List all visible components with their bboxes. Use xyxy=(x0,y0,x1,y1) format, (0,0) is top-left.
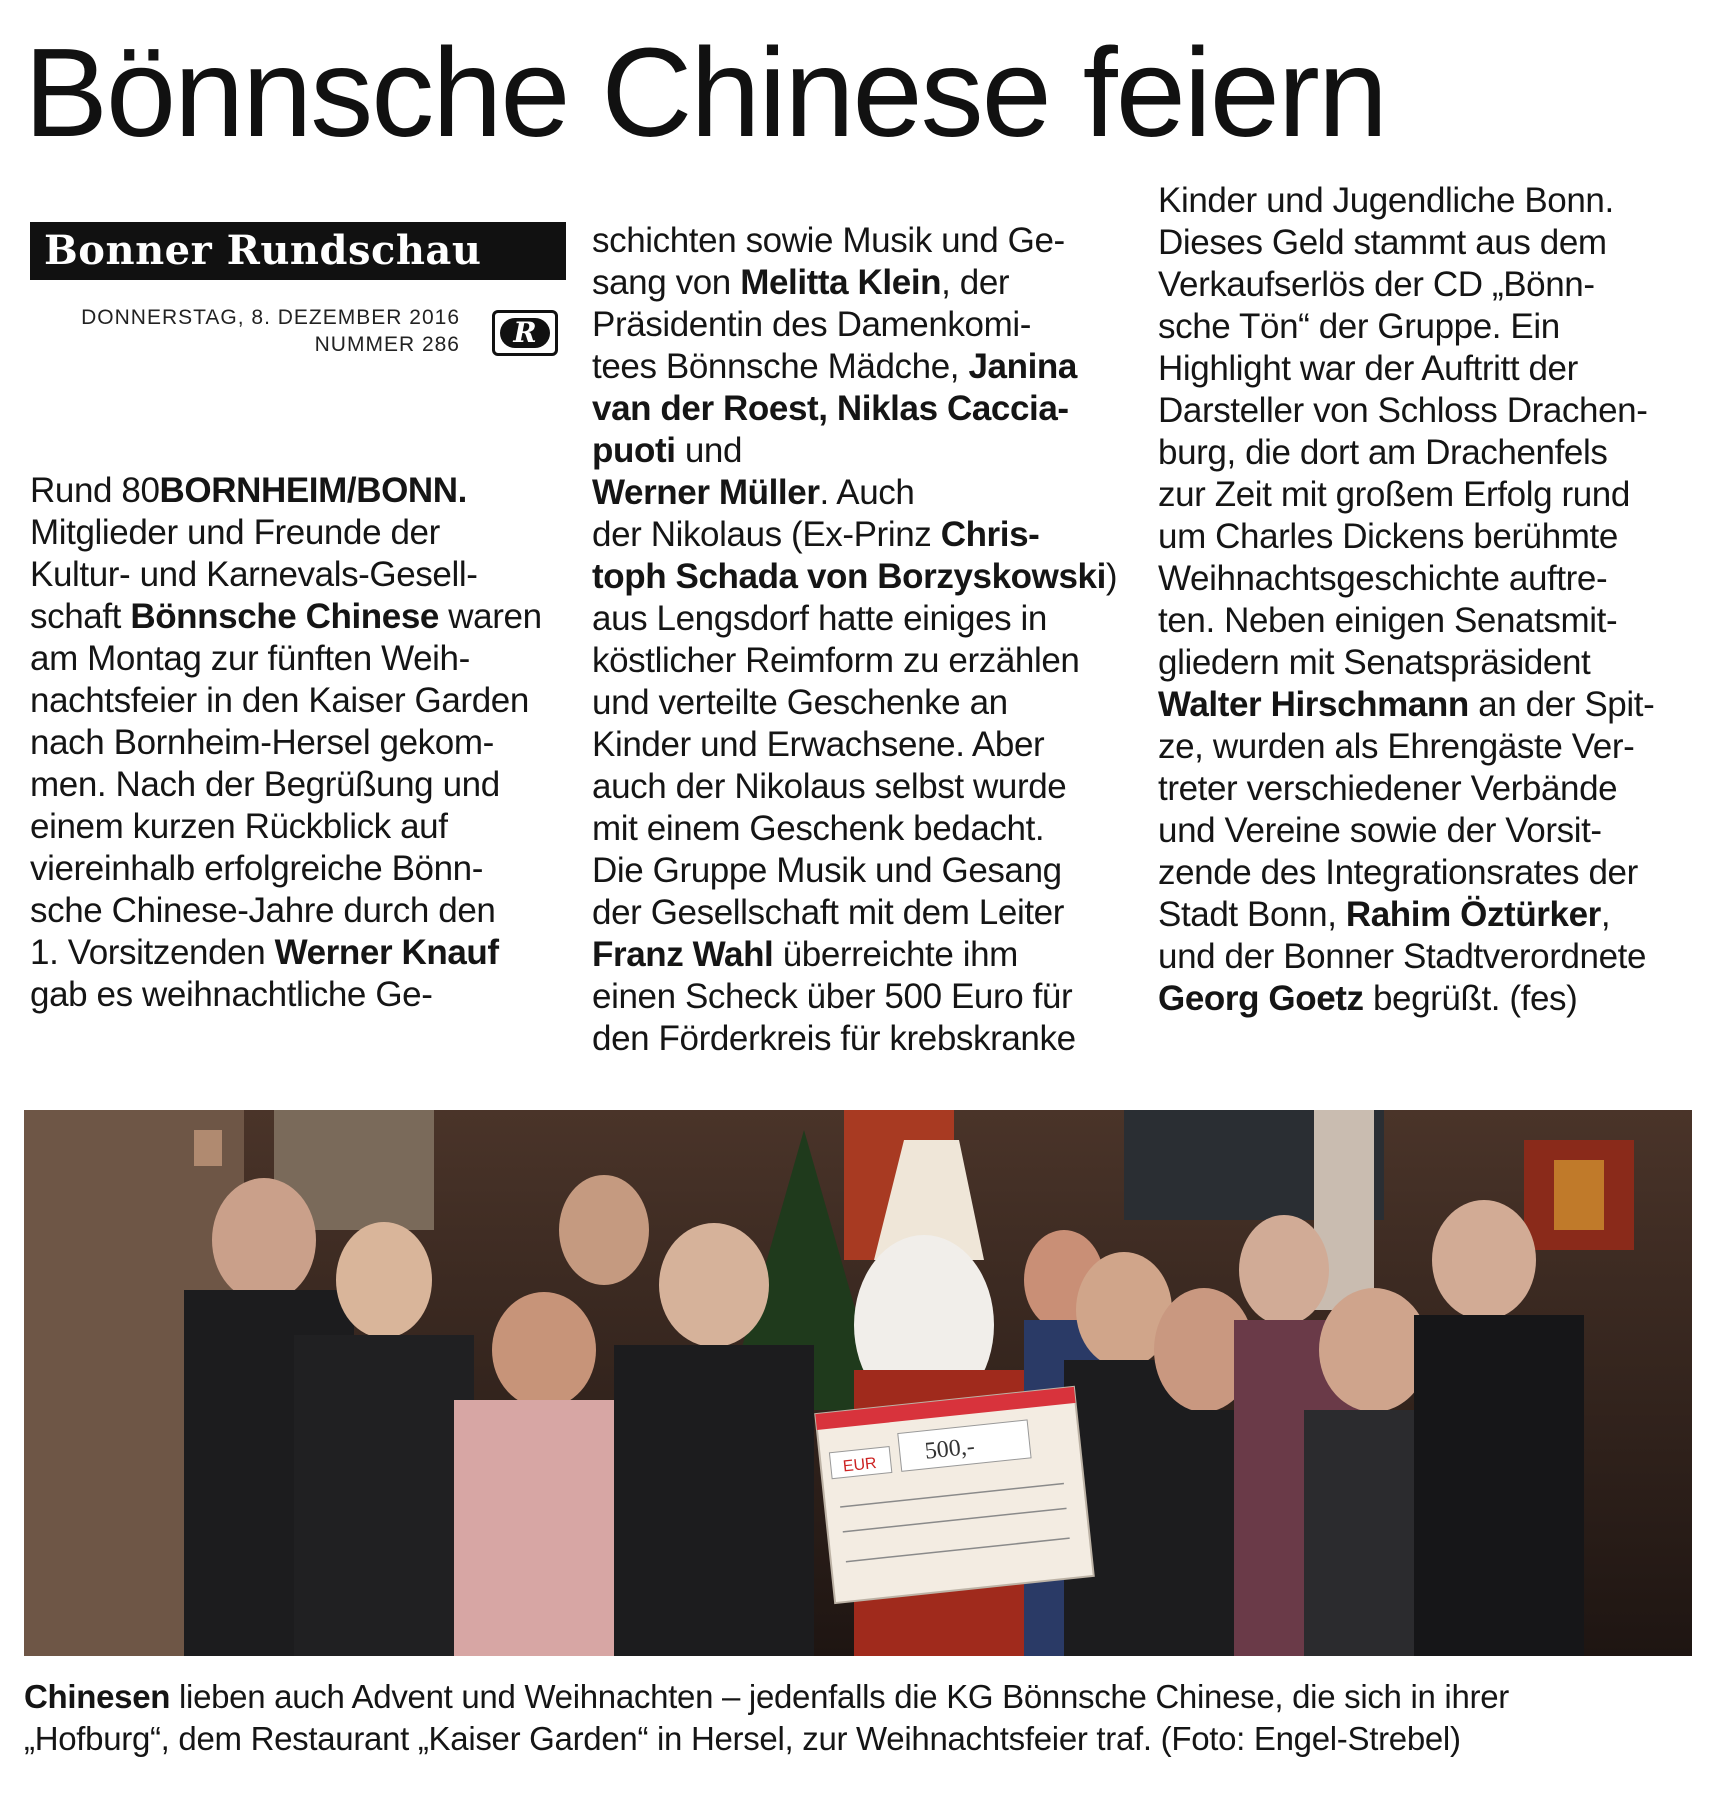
article-text: überreichte ihm xyxy=(773,935,1018,974)
article-name: van der Roest, Niklas Caccia- xyxy=(592,389,1069,428)
article-line xyxy=(30,596,542,638)
article-line xyxy=(1158,726,1654,768)
article-text: Dieses Geld stammt aus dem xyxy=(1158,223,1607,262)
r-logo-letter: R xyxy=(500,318,550,348)
article-text: nachtsfeier in den Kaiser Garden xyxy=(30,681,529,720)
article-text: 1. Vorsitzenden xyxy=(30,933,275,972)
article-text: einem kurzen Rückblick auf xyxy=(30,807,448,846)
article-line xyxy=(592,556,1117,598)
article-text: , xyxy=(1600,895,1611,934)
article-name: Bönnsche Chinese xyxy=(130,597,439,636)
article-name: Rahim Öztürker xyxy=(1345,895,1601,934)
article-text: und verteilte Geschenke an xyxy=(592,683,1008,722)
article-line xyxy=(1158,516,1654,558)
article-text: auch der Nikolaus selbst wurde xyxy=(592,767,1067,806)
article-text: einen Scheck über 500 Euro für xyxy=(592,977,1073,1016)
article-line xyxy=(592,304,1117,346)
article-text: und der Bonner Stadtverordnete xyxy=(1158,937,1647,976)
article-line xyxy=(1158,306,1654,348)
article-line xyxy=(30,722,542,764)
article-line xyxy=(30,638,542,680)
article-line xyxy=(30,680,542,722)
article-line xyxy=(592,808,1117,850)
article-line xyxy=(1158,600,1654,642)
article-line xyxy=(30,974,542,1016)
article-text: gliedern mit Senatspräsident xyxy=(1158,643,1591,682)
article-line xyxy=(1158,474,1654,516)
article-line xyxy=(1158,222,1654,264)
article-text: der Nikolaus (Ex-Prinz xyxy=(592,515,941,554)
article-name: Franz Wahl xyxy=(592,935,774,974)
group-photo-illustration xyxy=(24,1110,1692,1656)
article-line xyxy=(592,430,1117,472)
caption-lead: Chinesen xyxy=(24,1678,171,1715)
article-line xyxy=(1158,348,1654,390)
article-line xyxy=(592,220,1117,262)
article-text: aus Lengsdorf hatte einiges in xyxy=(592,599,1047,638)
article-name: Georg Goetz xyxy=(1158,979,1364,1018)
article-text: Kultur- und Karnevals-Gesell- xyxy=(30,555,478,594)
article-name: Melitta Klein xyxy=(740,263,942,302)
article-text: Stadt Bonn, xyxy=(1158,895,1346,934)
article-line xyxy=(1158,558,1654,600)
article-line xyxy=(592,598,1117,640)
article-name: BORNHEIM/BONN. xyxy=(159,471,467,510)
check-currency: EUR xyxy=(842,1454,878,1476)
article-line xyxy=(592,934,1117,976)
article-text: Kinder und Jugendliche Bonn. xyxy=(1158,181,1614,220)
article-text: zur Zeit mit großem Erfolg rund xyxy=(1158,475,1630,514)
article-text: der Gesellschaft mit dem Leiter xyxy=(592,893,1064,932)
article-text: treter verschiedener Verbände xyxy=(1158,769,1618,808)
article-text: schichten sowie Musik und Ge- xyxy=(592,221,1065,260)
photo-caption xyxy=(24,1676,1694,1760)
article-text: Weihnachtsgeschichte auftre- xyxy=(1158,559,1608,598)
article-text: Highlight war der Auftritt der xyxy=(1158,349,1578,388)
masthead-logo: Bonner Rundschau xyxy=(30,222,566,280)
article-text: köstlicher Reimform zu erzählen xyxy=(592,641,1080,680)
article-name: Werner Knauf xyxy=(274,933,499,972)
article-line xyxy=(1158,264,1654,306)
article-text: ten. Neben einigen Senatsmit- xyxy=(1158,601,1618,640)
article-text: , der xyxy=(941,263,1010,302)
rundschau-r-logo-icon xyxy=(492,310,558,356)
article-line xyxy=(592,766,1117,808)
caption-line-2: „Hofburg“, dem Restaurant „Kaiser Garden“ in Hersel, zur Weihnachtsfeier traf. (Foto: Engel-Strebel) xyxy=(24,1720,1461,1757)
article-text: waren xyxy=(438,597,542,636)
article-column-3 xyxy=(1158,180,1654,1020)
article-line xyxy=(30,806,542,848)
article-text: ze, wurden als Ehrengäste Ver- xyxy=(1158,727,1635,766)
article-text: den Förderkreis für krebskranke xyxy=(592,1019,1076,1058)
caption-line-1-text: lieben auch Advent und Weihnachten – jedenfalls die KG Bönnsche Chinese, die sich in ihrer xyxy=(170,1678,1509,1715)
article-line xyxy=(30,764,542,806)
article-name: toph Schada von Borzyskowski xyxy=(592,557,1106,596)
article-text: men. Nach der Begrüßung und xyxy=(30,765,500,804)
article-text: begrüßt. (fes) xyxy=(1363,979,1578,1018)
article-line xyxy=(1158,936,1654,978)
article-line xyxy=(1158,810,1654,852)
article-text: zende des Integrationsrates der xyxy=(1158,853,1638,892)
article-line xyxy=(592,976,1117,1018)
article-text: sang von xyxy=(592,263,741,302)
article-text: Die Gruppe Musik und Gesang xyxy=(592,851,1062,890)
article-text: tees Bönnsche Mädche, xyxy=(592,347,969,386)
article-name: Werner Müller xyxy=(592,473,820,512)
article-text: Kinder und Erwachsene. Aber xyxy=(592,725,1045,764)
article-column-1 xyxy=(30,470,542,1016)
article-line xyxy=(1158,978,1654,1020)
article-line xyxy=(592,262,1117,304)
article-text: Rund 80 xyxy=(30,471,160,510)
article-line xyxy=(592,682,1117,724)
article-column-2 xyxy=(592,220,1117,1060)
article-text: viereinhalb erfolgreiche Bönn- xyxy=(30,849,483,888)
article-text: . Auch xyxy=(819,473,915,512)
article-text: Präsidentin des Damenkomi- xyxy=(592,305,1031,344)
article-text: nach Bornheim-Hersel gekom- xyxy=(30,723,494,762)
article-text: Verkaufserlös der CD „Bönn- xyxy=(1158,265,1595,304)
article-text: sche Tön“ der Gruppe. Ein xyxy=(1158,307,1560,346)
article-line xyxy=(1158,684,1654,726)
article-line xyxy=(1158,390,1654,432)
article-line xyxy=(1158,894,1654,936)
article-line xyxy=(1158,852,1654,894)
article-line xyxy=(592,1018,1117,1060)
article-line xyxy=(1158,768,1654,810)
caption-line-1 xyxy=(24,1676,1694,1718)
article-text: und Vereine sowie der Vorsit- xyxy=(1158,811,1602,850)
article-line xyxy=(1158,180,1654,222)
article-text: mit einem Geschenk bedacht. xyxy=(592,809,1045,848)
issue-date: DONNERSTAG, 8. DEZEMBER 2016 xyxy=(81,306,460,329)
article-text: am Montag zur fünften Weih- xyxy=(30,639,470,678)
article-line xyxy=(592,640,1117,682)
article-name: Walter Hirschmann xyxy=(1158,685,1469,724)
article-text: sche Chinese-Jahre durch den xyxy=(30,891,496,930)
article-line xyxy=(592,388,1117,430)
article-name: puoti xyxy=(592,431,676,470)
article-line xyxy=(30,554,542,596)
article-text: schaft xyxy=(30,597,131,636)
article-line xyxy=(30,512,542,554)
article-text: und xyxy=(675,431,743,470)
article-text: an der Spit- xyxy=(1468,685,1655,724)
group-photo xyxy=(24,1110,1692,1656)
article-line xyxy=(592,346,1117,388)
article-line xyxy=(30,848,542,890)
article-text: um Charles Dickens berühmte xyxy=(1158,517,1618,556)
article-text: burg, die dort am Drachenfels xyxy=(1158,433,1608,472)
article-line xyxy=(592,892,1117,934)
article-line xyxy=(30,932,542,974)
article-text: Mitglieder und Freunde der xyxy=(30,513,440,552)
article-line xyxy=(1158,432,1654,474)
article-line xyxy=(592,514,1117,556)
article-line xyxy=(30,890,542,932)
article-text: ) xyxy=(1105,557,1118,596)
article-text: gab es weihnachtliche Ge- xyxy=(30,975,433,1014)
article-line xyxy=(30,470,542,512)
article-line xyxy=(592,472,1117,514)
article-text: Darsteller von Schloss Drachen- xyxy=(1158,391,1648,430)
headline: Bönnsche Chinese feiern xyxy=(24,22,1386,163)
check-amount: 500,- xyxy=(923,1433,976,1465)
article-name: Janina xyxy=(968,347,1077,386)
article-line xyxy=(592,724,1117,766)
issue-number: NUMMER 286 xyxy=(314,333,460,356)
dateline xyxy=(30,304,460,358)
article-name: Chris- xyxy=(940,515,1040,554)
article-line xyxy=(592,850,1117,892)
article-line xyxy=(1158,642,1654,684)
